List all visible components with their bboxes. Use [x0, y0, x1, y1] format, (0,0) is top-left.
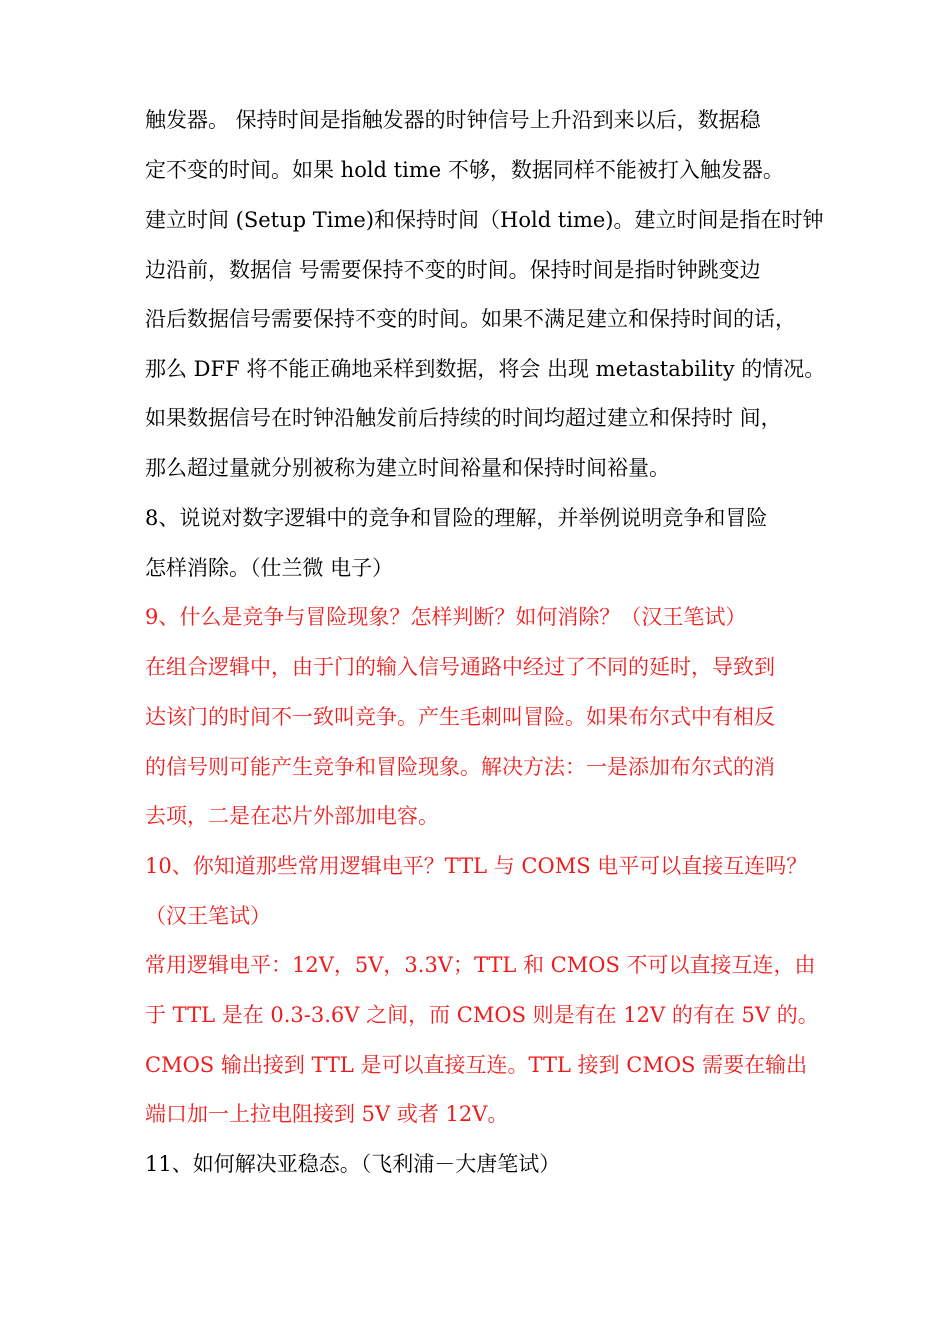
answer-line: 于 TTL 是在 0.3-3.6V 之间，而 CMOS 则是有在 12V 的有在 5V 的。 — [145, 1003, 819, 1027]
answer-line: CMOS 输出接到 TTL 是可以直接互连。TTL 接到 CMOS 需要在输出 — [145, 1053, 808, 1077]
answer-line: 达该门的时间不一致叫竞争。产生毛刺叫冒险。如果布尔式中有相反 — [145, 705, 775, 729]
answer-line: 端口加一上拉电阻接到 5V 或者 12V。 — [145, 1102, 509, 1126]
paragraph-line: 边沿前，数据信 号需要保持不变的时间。保持时间是指时钟跳变边 — [145, 258, 761, 282]
question-line: 8、说说对数字逻辑中的竞争和冒险的理解，并举例说明竞争和冒险 — [145, 506, 768, 530]
paragraph-line: 那么 DFF 将不能正确地采样到数据，将会 出现 metastability 的情况。 — [145, 357, 825, 381]
question-line: 11、如何解决亚稳态。（飞利浦－大唐笔试） — [145, 1152, 561, 1176]
answer-line: 常用逻辑电平：12V，5V，3.3V；TTL 和 CMOS 不可以直接互连，由 — [145, 953, 816, 977]
question-line: 怎样消除。（仕兰微 电子） — [145, 556, 394, 580]
question-line: 9、什么是竞争与冒险现象？怎样判断？如何消除？（汉王笔试） — [145, 605, 747, 629]
paragraph-line: 沿后数据信号需要保持不变的时间。如果不满足建立和保持时间的话， — [145, 307, 796, 331]
answer-line: 的信号则可能产生竞争和冒险现象。解决方法：一是添加布尔式的消 — [145, 755, 775, 779]
answer-line: 去项，二是在芯片外部加电容。 — [145, 804, 439, 828]
question-line: 10、你知道那些常用逻辑电平？TTL 与 COMS 电平可以直接互连吗？ — [145, 854, 808, 878]
question-line: （汉王笔试） — [145, 904, 271, 928]
paragraph-line: 触发器。 保持时间是指触发器的时钟信号上升沿到来以后，数据稳 — [145, 108, 761, 132]
paragraph-line: 建立时间 (Setup Time)和保持时间（Hold time)。建立时间是指在时钟 — [145, 208, 824, 232]
answer-line: 在组合逻辑中，由于门的输入信号通路中经过了不同的延时，导致到 — [145, 655, 775, 679]
paragraph-line: 如果数据信号在时钟沿触发前后持续的时间均超过建立和保持时 间， — [145, 406, 782, 430]
paragraph-line: 定不变的时间。如果 hold time 不够，数据同样不能被打入触发器。 — [145, 158, 784, 182]
paragraph-line: 那么超过量就分别被称为建立时间裕量和保持时间裕量。 — [145, 456, 670, 480]
